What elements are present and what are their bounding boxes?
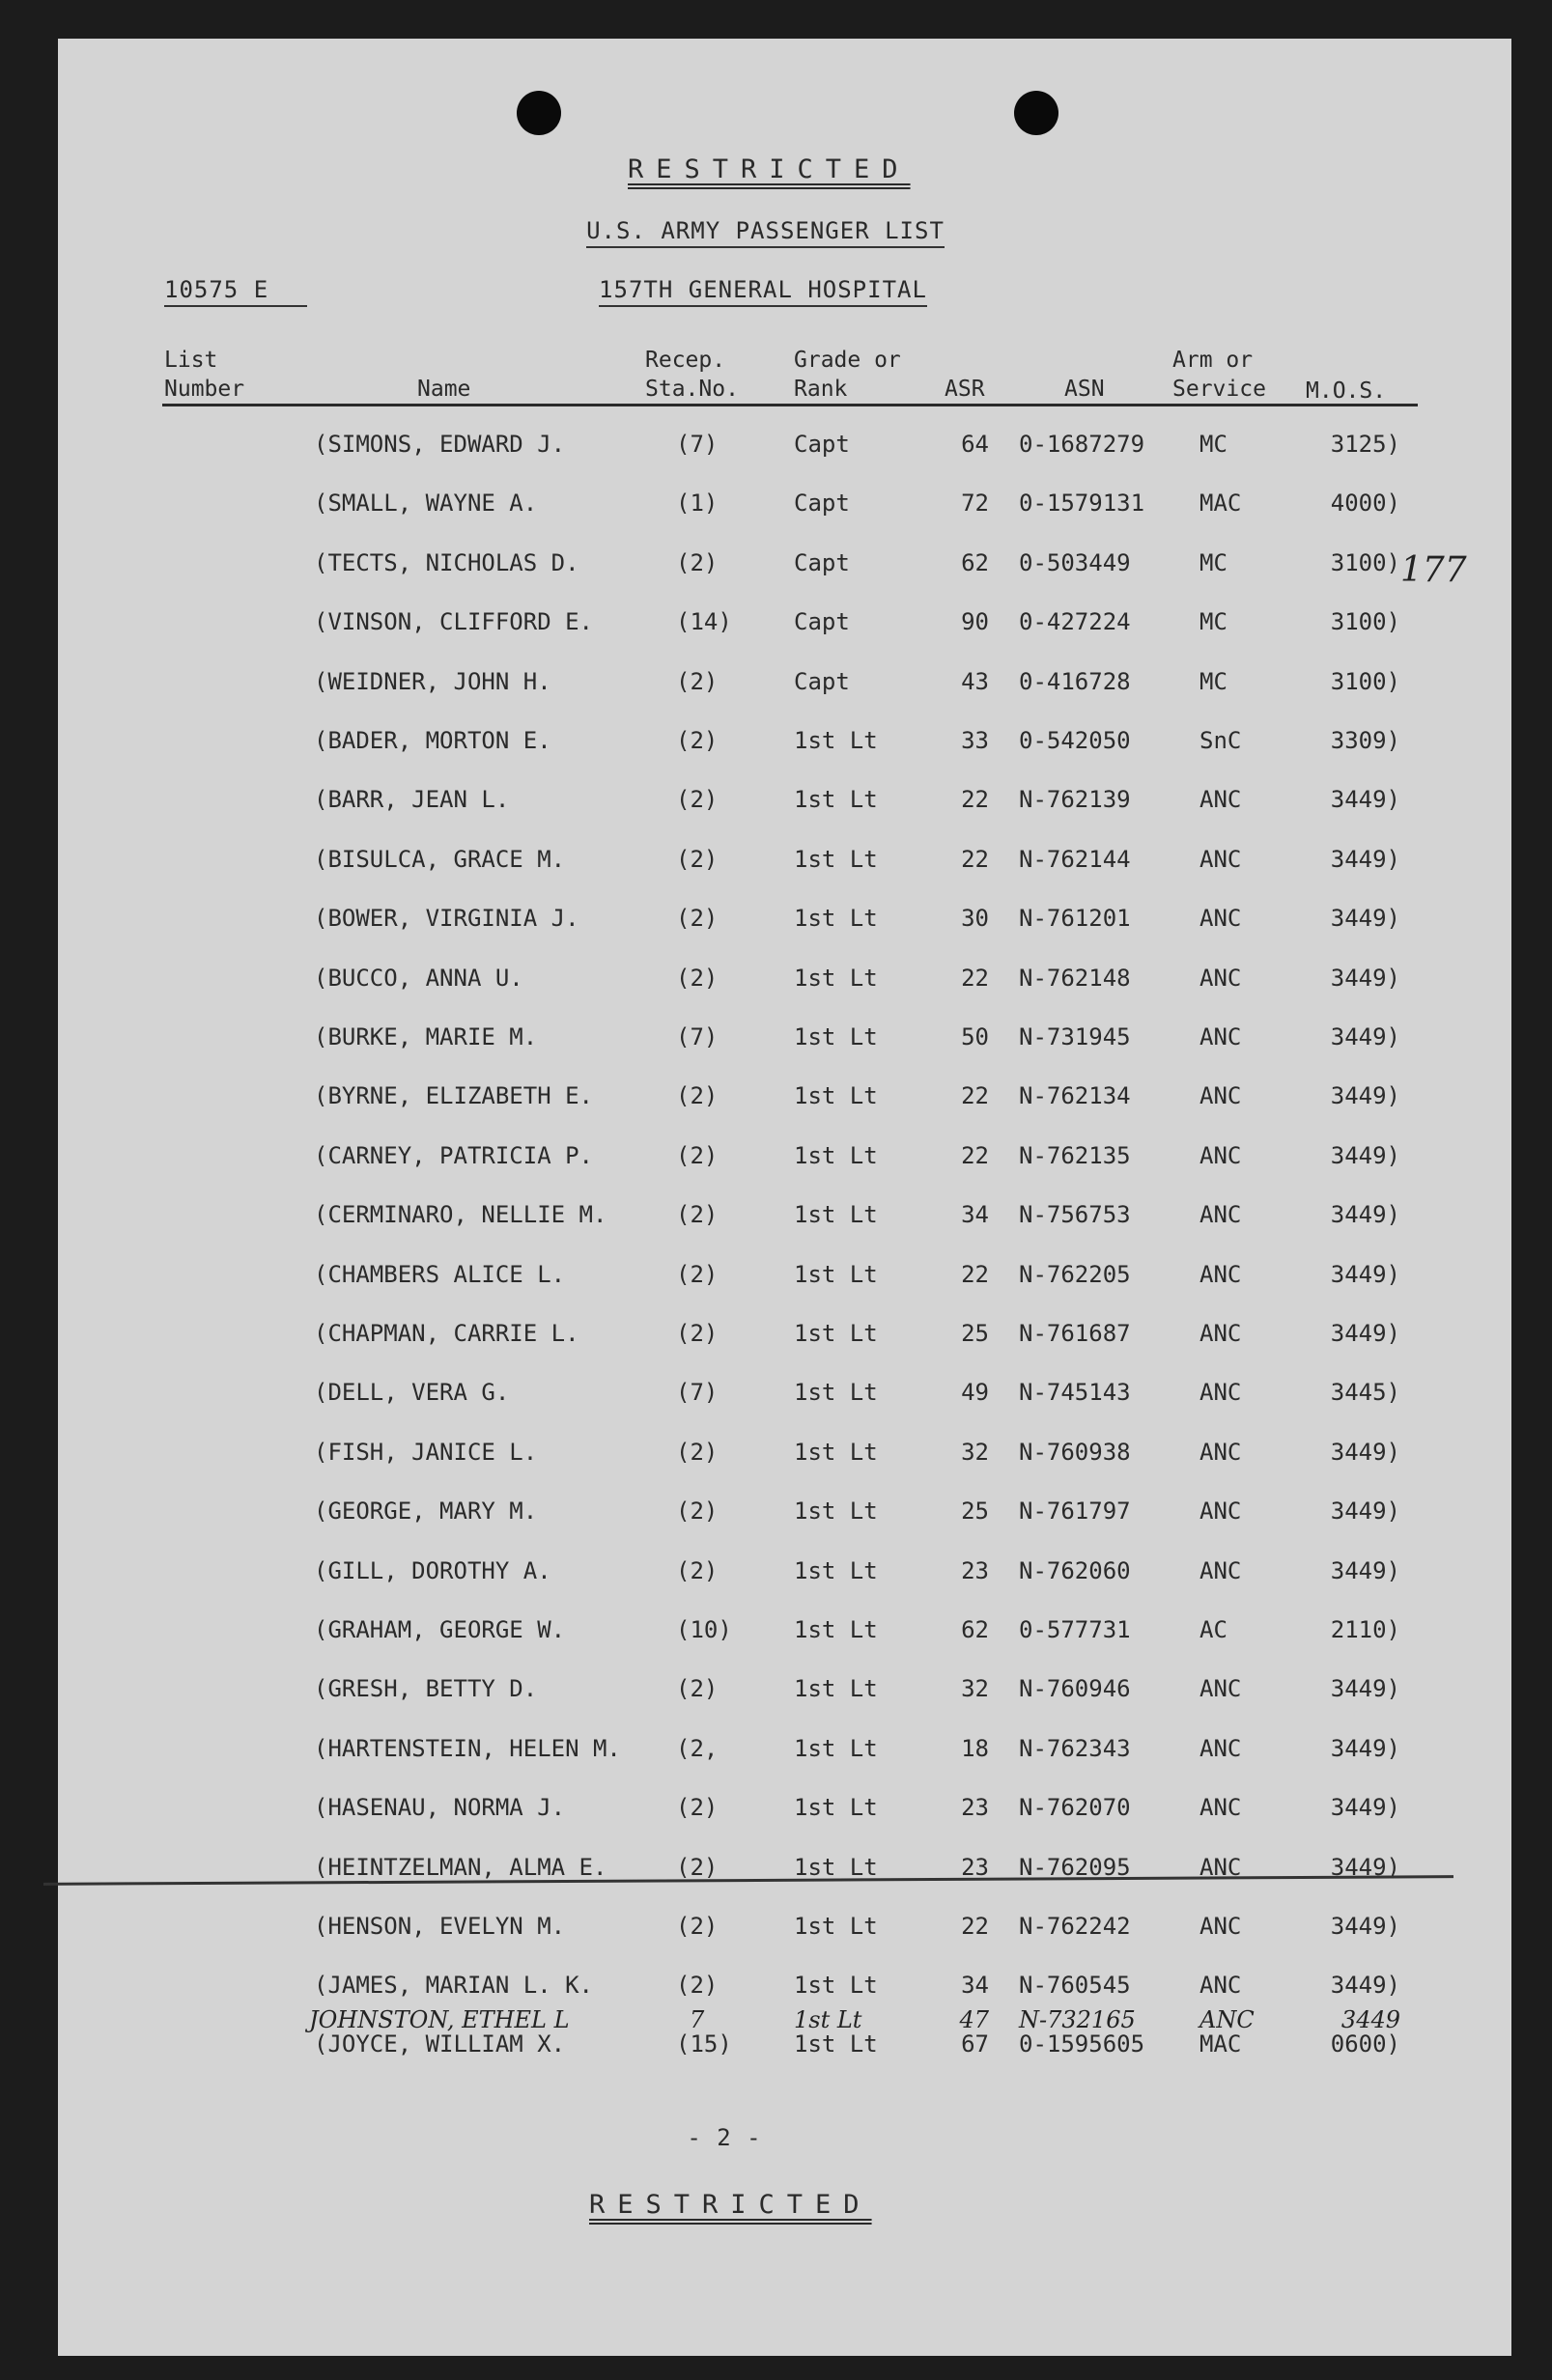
cell-rank: 1st Lt [794,1320,878,1347]
cell-rank: 1st Lt [794,1854,878,1881]
list-title-text: U.S. ARMY PASSENGER LIST [586,217,945,248]
punch-hole-left [517,91,561,135]
cell-asn: N-762060 [1019,1557,1131,1584]
cell-asr: 64 [961,431,989,458]
cell-mos: 3100) [1330,549,1400,576]
table-row [0,1142,1552,1181]
cell-rank: 1st Lt [794,1972,878,1999]
table-row [0,1557,1552,1596]
last-asn: 0-1595605 [1019,2030,1145,2058]
cell-sta: (7) [676,1023,719,1050]
cell-arm: ANC [1199,1735,1242,1762]
table-row [0,1201,1552,1240]
cell-name: (BYRNE, ELIZABETH E. [314,1082,593,1109]
hw-name: JOHNSTON, ETHEL L [309,2006,570,2033]
cell-name: (TECTS, NICHOLAS D. [314,549,579,576]
cell-name: (CARNEY, PATRICIA P. [314,1142,593,1169]
cell-asn: N-761687 [1019,1320,1131,1347]
cell-arm: ANC [1199,1913,1242,1940]
cell-name: (GEORGE, MARY M. [314,1498,538,1525]
cell-mos: 3449) [1330,1557,1400,1584]
cell-name: (DELL, VERA G. [314,1379,510,1406]
table-row [0,549,1552,588]
cell-sta: (2) [676,549,719,576]
cell-mos: 3449) [1330,846,1400,873]
cell-mos: 3449) [1330,1142,1400,1169]
cell-rank: Capt [794,668,850,695]
cell-asr: 72 [961,490,989,517]
cell-asn: N-760545 [1019,1972,1131,1999]
cell-rank: 1st Lt [794,1794,878,1821]
table-row [0,668,1552,707]
restricted-footer: RESTRICTED [589,2190,872,2220]
cell-asr: 22 [961,1261,989,1288]
table-row [0,1972,1552,2010]
cell-name: (GRESH, BETTY D. [314,1675,538,1702]
cell-mos: 3125) [1330,431,1400,458]
cell-rank: 1st Lt [794,1082,878,1109]
cell-arm: ANC [1199,1675,1242,1702]
cell-arm: ANC [1199,1320,1242,1347]
cell-name: (CHAMBERS ALICE L. [314,1261,566,1288]
cell-arm: MAC [1199,490,1242,517]
cell-rank: 1st Lt [794,1557,878,1584]
col-arm: Arm or Service [1172,348,1266,402]
cell-asr: 34 [961,1972,989,1999]
cell-asn: N-761201 [1019,905,1131,932]
hw-rank: 1st Lt [794,2006,862,2033]
cell-rank: 1st Lt [794,905,878,932]
cell-asn: N-762095 [1019,1854,1131,1881]
cell-sta: (2) [676,965,719,992]
cell-name: (FISH, JANICE L. [314,1439,538,1466]
cell-arm: ANC [1199,1498,1242,1525]
cell-asn: 0-503449 [1019,549,1131,576]
cell-sta: (2) [676,1439,719,1466]
table-row [0,1675,1552,1714]
cell-mos: 3100) [1330,608,1400,635]
cell-sta: (2) [676,1854,719,1881]
cell-arm: MC [1199,431,1227,458]
table-row [0,1794,1552,1833]
cell-mos: 3449) [1330,1439,1400,1466]
cell-mos: 3449) [1330,1320,1400,1347]
cell-asn: N-762070 [1019,1794,1131,1821]
cell-name: (WEIDNER, JOHN H. [314,668,551,695]
cell-rank: 1st Lt [794,1616,878,1643]
cell-asr: 49 [961,1379,989,1406]
cell-name: (HARTENSTEIN, HELEN M. [314,1735,621,1762]
cell-rank: 1st Lt [794,1675,878,1702]
cell-asn: N-762135 [1019,1142,1131,1169]
cell-mos: 3309) [1330,727,1400,754]
cell-asn: 0-577731 [1019,1616,1131,1643]
table-row [0,1261,1552,1300]
cell-asn: 0-542050 [1019,727,1131,754]
cell-asn: N-756753 [1019,1201,1131,1228]
last-rank: 1st Lt [794,2030,878,2058]
cell-name: (BISULCA, GRACE M. [314,846,566,873]
cell-asr: 30 [961,905,989,932]
cell-asn: 0-427224 [1019,608,1131,635]
cell-mos: 3449) [1330,1675,1400,1702]
cell-name: (BADER, MORTON E. [314,727,551,754]
cell-arm: MC [1199,668,1227,695]
cell-sta: (2) [676,1498,719,1525]
cell-asn: N-762144 [1019,846,1131,873]
cell-asr: 23 [961,1557,989,1584]
cell-arm: ANC [1199,1201,1242,1228]
cell-rank: 1st Lt [794,1142,878,1169]
cell-mos: 3449) [1330,1794,1400,1821]
cell-name: (GRAHAM, GEORGE W. [314,1616,566,1643]
cell-rank: Capt [794,431,850,458]
cell-rank: 1st Lt [794,846,878,873]
cell-sta: (1) [676,490,719,517]
cell-asr: 33 [961,727,989,754]
cell-rank: 1st Lt [794,1261,878,1288]
cell-asr: 18 [961,1735,989,1762]
table-row [0,1616,1552,1655]
table-row [0,431,1552,469]
cell-asr: 22 [961,1082,989,1109]
cell-arm: ANC [1199,846,1242,873]
cell-asr: 22 [961,846,989,873]
unit-name [579,276,946,303]
table-row [0,608,1552,647]
cell-name: (BARR, JEAN L. [314,786,510,813]
cell-rank: 1st Lt [794,1735,878,1762]
cell-arm: ANC [1199,1379,1242,1406]
cell-asn: N-731945 [1019,1023,1131,1050]
cell-sta: (2) [676,727,719,754]
hw-sta: 7 [690,2006,705,2033]
table-row [0,846,1552,884]
hw-asr: 47 [959,2006,989,2033]
cell-mos: 3100) [1330,668,1400,695]
cell-sta: (2) [676,1794,719,1821]
cell-sta: (7) [676,1379,719,1406]
table-row [0,1320,1552,1358]
col-mos: M.O.S. [1306,378,1387,404]
unit-name-text: 157TH GENERAL HOSPITAL [599,276,927,307]
table-row [0,1023,1552,1062]
cell-asn: N-760946 [1019,1675,1131,1702]
cell-sta: (2) [676,1913,719,1940]
cell-asr: 50 [961,1023,989,1050]
hw-arm: ANC [1199,2006,1255,2033]
cell-asn: N-762148 [1019,965,1131,992]
cell-asr: 90 [961,608,989,635]
cell-arm: ANC [1199,1854,1242,1881]
cell-name: (VINSON, CLIFFORD E. [314,608,593,635]
restricted-header: RESTRICTED [628,154,911,184]
cell-name: (HASENAU, NORMA J. [314,1794,566,1821]
cell-rank: Capt [794,608,850,635]
cell-mos: 4000) [1330,490,1400,517]
table-row [0,1379,1552,1417]
table-row [0,965,1552,1003]
cell-rank: 1st Lt [794,1023,878,1050]
cell-rank: 1st Lt [794,965,878,992]
last-mos: 0600) [1330,2030,1400,2058]
last-sta: (15) [676,2030,732,2058]
cell-asr: 62 [961,1616,989,1643]
cell-asn: N-762205 [1019,1261,1131,1288]
cell-asr: 25 [961,1498,989,1525]
cell-sta: (2) [676,1201,719,1228]
cell-asn: 0-416728 [1019,668,1131,695]
table-row [0,727,1552,766]
cell-mos: 3449) [1330,1913,1400,1940]
cell-arm: ANC [1199,1261,1242,1288]
cell-asr: 22 [961,1142,989,1169]
header-rule [162,404,1418,406]
cell-rank: 1st Lt [794,1913,878,1940]
cell-asn: N-745143 [1019,1379,1131,1406]
cell-sta: (2) [676,1675,719,1702]
table-row [0,1913,1552,1951]
cell-name: (SMALL, WAYNE A. [314,490,538,517]
last-name: (JOYCE, WILLIAM X. [314,2030,566,2058]
cell-mos: 3449) [1330,1261,1400,1288]
hw-asn: N-732165 [1019,2006,1136,2033]
cell-name: (GILL, DOROTHY A. [314,1557,551,1584]
cell-asr: 62 [961,549,989,576]
cell-asr: 32 [961,1675,989,1702]
cell-mos: 3449) [1330,1854,1400,1881]
cell-arm: ANC [1199,1023,1242,1050]
table-row [0,1082,1552,1121]
cell-sta: (2) [676,905,719,932]
cell-mos: 3449) [1330,1498,1400,1525]
cell-arm: ANC [1199,905,1242,932]
cell-asn: N-762343 [1019,1735,1131,1762]
cell-asn: N-762139 [1019,786,1131,813]
cell-name: (BUCCO, ANNA U. [314,965,523,992]
cell-sta: (2) [676,846,719,873]
cell-asr: 25 [961,1320,989,1347]
table-row [0,1439,1552,1477]
cell-asn: N-761797 [1019,1498,1131,1525]
cell-name: (CERMINARO, NELLIE M. [314,1201,607,1228]
cell-sta: (2) [676,1082,719,1109]
cell-mos: 3449) [1330,1735,1400,1762]
table-row [0,1854,1552,1892]
cell-asr: 23 [961,1854,989,1881]
cell-sta: (2) [676,786,719,813]
table-row [0,1498,1552,1536]
cell-arm: ANC [1199,1082,1242,1109]
table-row [0,1735,1552,1774]
last-arm: MAC [1199,2030,1242,2058]
cell-sta: (10) [676,1616,732,1643]
cell-sta: (14) [676,608,732,635]
cell-asn: 0-1579131 [1019,490,1145,517]
cell-arm: MC [1199,549,1227,576]
table-row-last [0,2030,1552,2069]
col-asr: ASR [945,377,985,402]
cell-asr: 32 [961,1439,989,1466]
cell-arm: ANC [1199,965,1242,992]
cell-arm: ANC [1199,1557,1242,1584]
cell-asr: 22 [961,965,989,992]
punch-hole-right [1014,91,1058,135]
cell-sta: (2) [676,1320,719,1347]
cell-rank: Capt [794,490,850,517]
cell-arm: ANC [1199,1972,1242,1999]
cell-arm: ANC [1199,1794,1242,1821]
cell-sta: (2, [676,1735,719,1762]
cell-sta: (2) [676,1557,719,1584]
col-name: Name [417,377,471,402]
list-title [579,217,951,244]
cell-mos: 3449) [1330,786,1400,813]
cell-asr: 34 [961,1201,989,1228]
cell-arm: ANC [1199,1142,1242,1169]
cell-arm: MC [1199,608,1227,635]
cell-rank: 1st Lt [794,1498,878,1525]
cell-arm: ANC [1199,786,1242,813]
cell-asr: 23 [961,1794,989,1821]
cell-mos: 3449) [1330,1972,1400,1999]
cell-asn: 0-1687279 [1019,431,1145,458]
cell-arm: SnC [1199,727,1242,754]
cell-rank: 1st Lt [794,1439,878,1466]
table-row [0,490,1552,528]
list-id [164,276,330,303]
cell-sta: (2) [676,1142,719,1169]
list-id-text: 10575 E [164,276,307,307]
cell-rank: 1st Lt [794,1379,878,1406]
cell-mos: 3449) [1330,905,1400,932]
cell-asn: N-762134 [1019,1082,1131,1109]
page-number: - 2 - [687,2124,762,2151]
table-row [0,905,1552,943]
col-asn: ASN [1064,377,1105,402]
cell-mos: 3449) [1330,965,1400,992]
cell-rank: 1st Lt [794,727,878,754]
cell-rank: 1st Lt [794,1201,878,1228]
cell-sta: (2) [676,1261,719,1288]
cell-mos: 3445) [1330,1379,1400,1406]
cell-mos: 3449) [1330,1201,1400,1228]
cell-arm: AC [1199,1616,1227,1643]
cell-rank: Capt [794,549,850,576]
hw-mos: 3449 [1340,2006,1400,2033]
handwritten-annotation: 177 [1400,550,1467,590]
cell-name: (CHAPMAN, CARRIE L. [314,1320,579,1347]
cell-sta: (7) [676,431,719,458]
cell-asr: 22 [961,786,989,813]
cell-mos: 3449) [1330,1082,1400,1109]
cell-sta: (2) [676,668,719,695]
cell-name: (HEINTZELMAN, ALMA E. [314,1854,607,1881]
cell-name: (HENSON, EVELYN M. [314,1913,566,1940]
table-row [0,786,1552,825]
cell-asr: 43 [961,668,989,695]
cell-asr: 22 [961,1913,989,1940]
last-asr: 67 [961,2030,989,2058]
cell-name: (SIMONS, EDWARD J. [314,431,566,458]
cell-sta: (2) [676,1972,719,1999]
col-list-number: List Number [164,348,245,402]
col-grade: Grade or Rank [794,348,901,402]
cell-name: (JAMES, MARIAN L. K. [314,1972,593,1999]
cell-mos: 3449) [1330,1023,1400,1050]
cell-mos: 2110) [1330,1616,1400,1643]
cell-name: (BOWER, VIRGINIA J. [314,905,579,932]
cell-asn: N-762242 [1019,1913,1131,1940]
cell-arm: ANC [1199,1439,1242,1466]
cell-name: (BURKE, MARIE M. [314,1023,538,1050]
cell-asn: N-760938 [1019,1439,1131,1466]
cell-rank: 1st Lt [794,786,878,813]
col-recep: Recep. Sta.No. [645,348,739,402]
